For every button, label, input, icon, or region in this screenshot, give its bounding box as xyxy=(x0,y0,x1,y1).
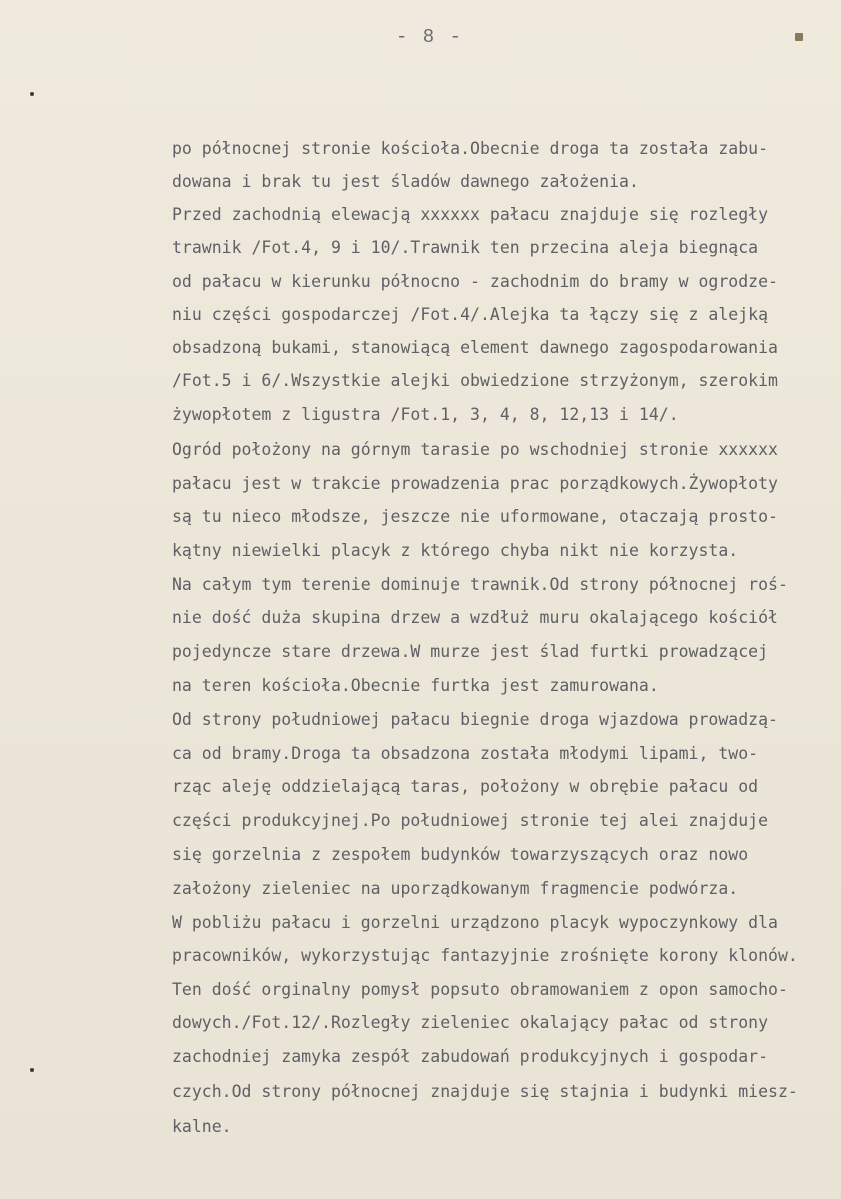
text-line: Ten dość orginalny pomysł popsuto obramowaniem z opon samocho- xyxy=(172,980,788,999)
text-line: na teren kościoła.Obecnie furtka jest zamurowana. xyxy=(172,676,659,695)
text-line: nie dość duża skupina drzew a wzdłuż muru okalającego kościół xyxy=(172,608,778,627)
text-line: są tu nieco młodsze, jeszcze nie uformowane, otaczają prosto- xyxy=(172,507,778,526)
text-line: Od strony południowej pałacu biegnie droga wjazdowa prowadzą- xyxy=(172,710,778,729)
text-line: się gorzelnia z zespołem budynków towarzyszących oraz nowo xyxy=(172,845,749,864)
text-line: pracowników, wykorzystując fantazyjnie zrośnięte korony klonów. xyxy=(172,946,798,965)
text-line: od pałacu w kierunku północno - zachodnim do bramy w ogrodze- xyxy=(172,272,778,291)
text-line: W pobliżu pałacu i gorzelni urządzono placyk wypoczynkowy dla xyxy=(172,913,778,932)
text-line: Ogród położony na górnym tarasie po wschodniej stronie xxxxxx xyxy=(172,440,778,459)
text-line: Na całym tym terenie dominuje trawnik.Od strony północnej roś- xyxy=(172,575,788,594)
text-line: trawnik /Fot.4, 9 i 10/.Trawnik ten przecina aleja biegnąca xyxy=(172,238,759,257)
page-number: - 8 - xyxy=(395,26,463,48)
text-line: dowana i brak tu jest śladów dawnego założenia. xyxy=(172,172,639,191)
text-line: rząc aleję oddzielającą taras, położony w obrębie pałacu od xyxy=(172,777,759,796)
text-line: kalne. xyxy=(172,1117,232,1136)
text-line: Przed zachodnią elewacją xxxxxx pałacu znajduje się rozległy xyxy=(172,205,769,224)
text-line: żywopłotem z ligustra /Fot.1, 3, 4, 8, 12,13 i 14/. xyxy=(172,405,679,424)
text-line: /Fot.5 i 6/.Wszystkie alejki obwiedzione strzyżonym, szerokim xyxy=(172,371,778,390)
text-line: pałacu jest w trakcie prowadzenia prac porządkowych.Żywopłoty xyxy=(172,474,778,493)
text-line: dowych./Fot.12/.Rozległy zieleniec okalający pałac od strony xyxy=(172,1013,769,1032)
text-line: po północnej stronie kościoła.Obecnie droga ta została zabu- xyxy=(172,139,769,158)
text-line: kątny niewielki placyk z którego chyba nikt nie korzysta. xyxy=(172,541,739,560)
text-line: pojedyncze stare drzewa.W murze jest ślad furtki prowadzącej xyxy=(172,642,769,661)
text-line: zachodniej zamyka zespół zabudowań produkcyjnych i gospodar- xyxy=(172,1047,769,1066)
text-line: niu części gospodarczej /Fot.4/.Alejka ta łączy się z alejką xyxy=(172,305,769,324)
text-line: części produkcyjnej.Po południowej stronie tej alei znajduje xyxy=(172,811,769,830)
text-line: założony zieleniec na uporządkowanym fragmencie podwórza. xyxy=(172,879,739,898)
text-line: czych.Od strony północnej znajduje się stajnia i budynki miesz- xyxy=(172,1082,798,1101)
text-line: ca od bramy.Droga ta obsadzona została młodymi lipami, two- xyxy=(172,744,759,763)
text-line: obsadzoną bukami, stanowiącą element dawnego zagospodarowania xyxy=(172,338,778,357)
